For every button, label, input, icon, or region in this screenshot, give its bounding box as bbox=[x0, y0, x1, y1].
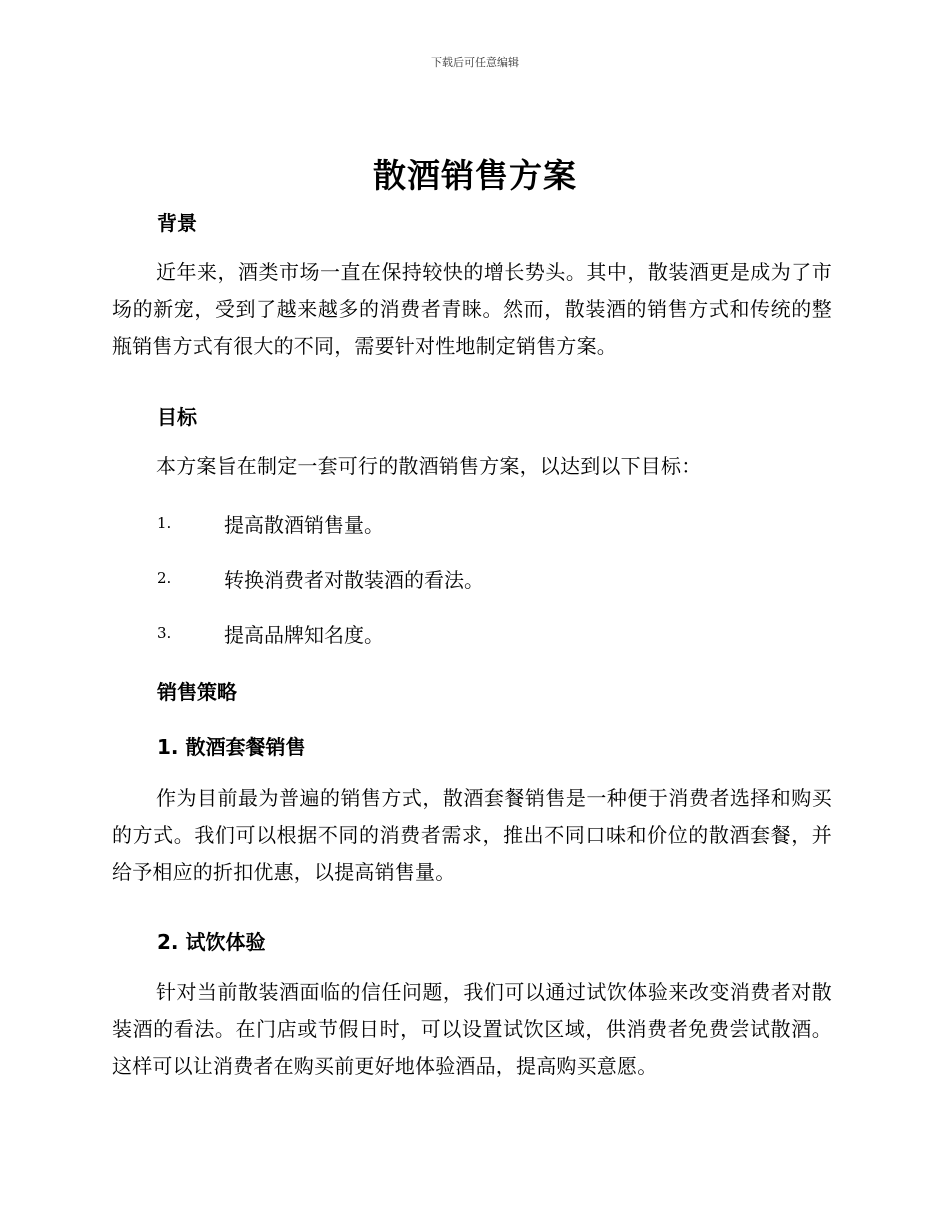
list-item-number: 1. bbox=[157, 514, 172, 532]
section-heading-strategy: 销售策略 bbox=[157, 680, 237, 704]
section-heading-background: 背景 bbox=[157, 211, 197, 235]
background-paragraph: 近年来，酒类市场一直在保持较快的增长势头。其中，散装酒更是成为了市场的新宠，受到了越来越多的消费者青睐。然而，散装酒的销售方式和传统的整瓶销售方式有很大的不同，需要针对性地制定销售方案。 bbox=[112, 260, 832, 358]
list-item-text: 提高散酒销售量。 bbox=[224, 512, 384, 537]
list-item bbox=[157, 563, 484, 593]
list-item-number: 3. bbox=[157, 624, 172, 642]
list-item bbox=[157, 508, 384, 538]
subsection-heading-bundle: 1. 散酒套餐销售 bbox=[157, 735, 306, 759]
list-item-number: 2. bbox=[157, 569, 172, 587]
tasting-paragraph: 针对当前散装酒面临的信任问题，我们可以通过试饮体验来改变消费者对散装酒的看法。在门店或节假日时，可以设置试饮区域，供消费者免费尝试散酒。这样可以让消费者在购买前更好地体验酒品，提高购买意愿。 bbox=[112, 980, 832, 1078]
section-heading-goals: 目标 bbox=[157, 405, 197, 429]
subsection-heading-tasting: 2. 试饮体验 bbox=[157, 930, 266, 954]
page-title: 散酒销售方案 bbox=[373, 156, 577, 195]
goals-intro: 本方案旨在制定一套可行的散酒销售方案，以达到以下目标： bbox=[156, 454, 702, 478]
list-item-text: 转换消费者对散装酒的看法。 bbox=[224, 567, 484, 592]
header-note: 下载后可任意编辑 bbox=[431, 56, 519, 69]
list-item bbox=[157, 618, 384, 648]
list-item-text: 提高品牌知名度。 bbox=[224, 622, 384, 647]
bundle-paragraph: 作为目前最为普遍的销售方式，散酒套餐销售是一种便于消费者选择和购买的方式。我们可以根据不同的消费者需求，推出不同口味和价位的散酒套餐，并给予相应的折扣优惠，以提高销售量。 bbox=[112, 786, 832, 884]
